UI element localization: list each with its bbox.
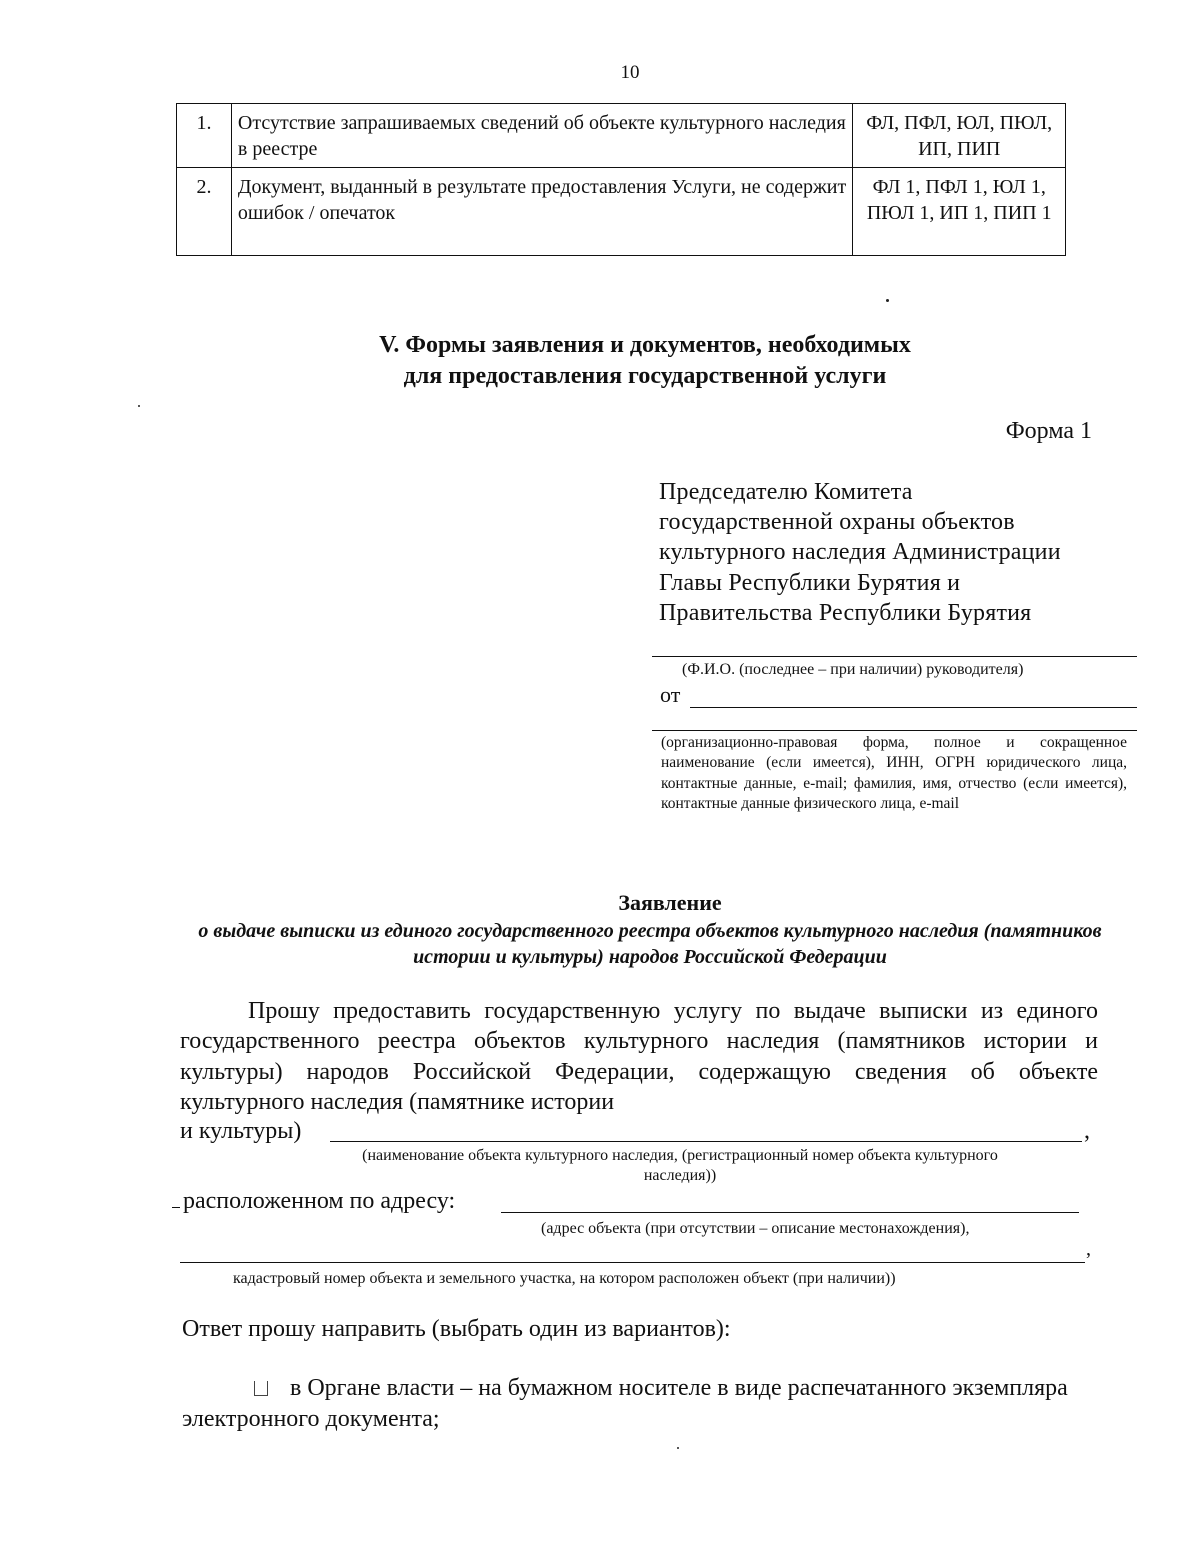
row-description: Отсутствие запрашиваемых сведений об объекте культурного наследия в реестре (231, 104, 853, 168)
cadastral-line[interactable] (180, 1262, 1085, 1263)
cadastral-note: кадастровый номер объекта и земельного участка, на котором расположен объект (при наличии)) (233, 1270, 896, 1287)
object-name-line[interactable] (330, 1141, 1082, 1142)
object-name-note-line: наследия)) (643, 1167, 717, 1184)
table-row (177, 104, 1066, 168)
row-description: Документ, выданный в результате предоставления Услуги, не содержит ошибок / опечаток (231, 168, 853, 256)
head-name-line[interactable] (652, 656, 1137, 657)
application-title: Заявление (618, 890, 722, 915)
request-paragraph (180, 996, 1098, 1118)
scan-speck (886, 299, 889, 302)
request-text: Прошу предоставить государственную услугу по выдаче выписки из единого государственного реестра объектов культурного наследия (памятников истории и культуры) народов Российской Федерации, содержащую сведения об объекте культурного наследия (памятнике истории (180, 998, 1098, 1116)
criteria-table (176, 103, 1066, 256)
application-subtitle: о выдаче выписки из единого государственного реестра объектов культурного наследия (памятников истории и культуры) народов Российской Федерации (198, 920, 1102, 969)
row-number: 1. (177, 104, 232, 168)
page-number: 10 (620, 62, 640, 83)
addressee-line: Правительства Республики Бурятия (659, 599, 1032, 626)
applicant-line[interactable] (690, 707, 1137, 708)
form-label: Форма 1 (1005, 418, 1092, 444)
from-label: от (660, 682, 681, 707)
address-note: (адрес объекта (при отсутствии – описание местонахождения), (541, 1220, 970, 1237)
section-title-line: V. Формы заявления и документов, необходимых (379, 332, 911, 358)
addressee-line: Главы Республики Бурятия и (659, 569, 961, 596)
comma-mark: , (1084, 1118, 1090, 1144)
section-title (220, 330, 1070, 392)
comma-mark: , (1086, 1238, 1091, 1260)
applicant-details-note: (организационно-правовая форма, полное и сокращенное наименование (если имеется), ИНН, ОГРН юридического лица, контактные данные, e-mail; фамилия, имя, отчество (если имеется), контактные данные физического лица, e-mail (661, 734, 1127, 813)
section-title-line: для предоставления государственной услуги (403, 363, 887, 390)
reply-option-paper[interactable] (182, 1373, 1082, 1435)
address-line[interactable] (501, 1212, 1079, 1213)
table-row (177, 168, 1066, 256)
addressee-line: Председателю Комитета (659, 479, 913, 505)
reply-method-title: Ответ прошу направить (выбрать один из вариантов): (182, 1316, 731, 1342)
reply-option-label: в Органе власти – на бумажном носителе в виде распечатанного экземпляра электронного документа; (182, 1375, 1068, 1433)
scan-mark (172, 1207, 180, 1208)
scan-speck (677, 1447, 679, 1449)
row-applicant-codes: ФЛ, ПФЛ, ЮЛ, ПЮЛ, ИП, ПИП (853, 104, 1066, 168)
row-applicant-codes: ФЛ 1, ПФЛ 1, ЮЛ 1, ПЮЛ 1, ИП 1, ПИП 1 (853, 168, 1066, 256)
checkbox-icon[interactable] (254, 1381, 268, 1396)
object-name-note (260, 1146, 1100, 1186)
scan-speck (138, 405, 140, 407)
request-text-end: и культуры) (180, 1118, 302, 1144)
addressee-line: культурного наследия Администрации (659, 539, 1061, 566)
head-name-note: (Ф.И.О. (последнее – при наличии) руководителя) (682, 661, 1024, 678)
applicant-line-2[interactable] (652, 730, 1137, 731)
object-name-note-line: (наименование объекта культурного наследия, (регистрационный номер объекта культурного (362, 1147, 998, 1164)
addressee-block (659, 477, 1139, 628)
address-label: расположенном по адресу: (183, 1188, 456, 1214)
addressee-line: государственной охраны объектов (659, 509, 1015, 536)
row-number: 2. (177, 168, 232, 256)
